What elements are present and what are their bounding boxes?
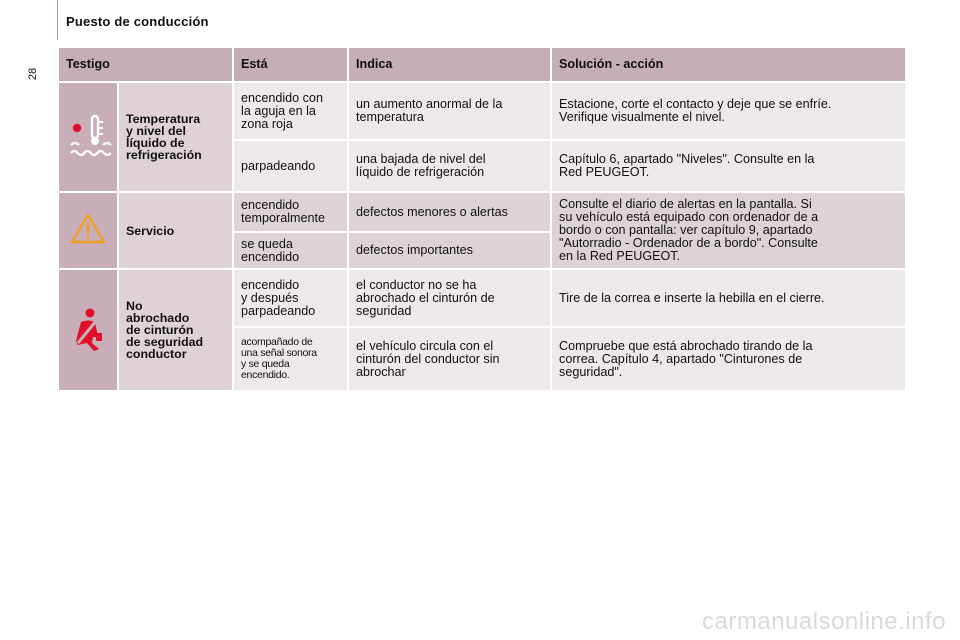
coolant-temperature-icon xyxy=(59,83,117,191)
esta-cell: encendido temporalmente xyxy=(234,193,347,231)
esta-cell: encendido con la aguja en la zona roja xyxy=(234,83,347,139)
seatbelt-icon xyxy=(59,270,117,390)
table-row xyxy=(59,270,905,326)
page-number: 28 xyxy=(27,67,40,81)
esta-cell: se queda encendido xyxy=(234,233,347,268)
column-header-esta: Está xyxy=(234,48,347,81)
solucion-cell: Consulte el diario de alertas en la pantalla. Si su vehículo está equipado con ordenador de a bordo o con pantalla: ver capítulo 9, apartado "Autorradio - Ordenador de a bordo". Consulte en la Red PEUGEOT. xyxy=(552,193,905,268)
solucion-cell: Compruebe que está abrochado tirando de la correa. Capítulo 4, apartado "Cinturones de seguridad". xyxy=(552,328,905,390)
table-row xyxy=(59,193,905,231)
column-header-indica: Indica xyxy=(349,48,550,81)
indica-cell: una bajada de nivel del líquido de refrigeración xyxy=(349,141,550,191)
solucion-cell: Tire de la correa e inserte la hebilla en el cierre. xyxy=(552,270,905,326)
solucion-cell: Estacione, corte el contacto y deje que se enfríe. Verifique visualmente el nivel. xyxy=(552,83,905,139)
solucion-cell: Capítulo 6, apartado "Niveles". Consulte en la Red PEUGEOT. xyxy=(552,141,905,191)
page-title: Puesto de conducción xyxy=(66,14,209,29)
indica-cell: un aumento anormal de la temperatura xyxy=(349,83,550,139)
indica-cell: defectos importantes xyxy=(349,233,550,268)
indica-cell: el conductor no se ha abrochado el cinturón de seguridad xyxy=(349,270,550,326)
indica-cell: el vehículo circula con el cinturón del conductor sin abrochar xyxy=(349,328,550,390)
warning-lights-table xyxy=(57,46,907,392)
column-header-testigo: Testigo xyxy=(59,48,232,81)
esta-cell: parpadeando xyxy=(234,141,347,191)
column-header-solucion: Solución - acción xyxy=(552,48,905,81)
title-rule xyxy=(57,0,58,40)
warning-name-servicio: Servicio xyxy=(119,193,232,268)
warning-name-temperatura: Temperatura y nivel del líquido de refrigeración xyxy=(119,83,232,191)
table-row xyxy=(59,83,905,139)
watermark: carmanualsonline.info xyxy=(702,608,946,635)
table-header-row xyxy=(59,48,905,81)
indica-cell: defectos menores o alertas xyxy=(349,193,550,231)
service-warning-icon xyxy=(59,193,117,268)
warning-name-cinturon: No abrochado de cinturón de seguridad conductor xyxy=(119,270,232,390)
esta-cell: acompañado de una señal sonora y se queda encendido. xyxy=(234,328,347,390)
esta-cell: encendido y después parpadeando xyxy=(234,270,347,326)
